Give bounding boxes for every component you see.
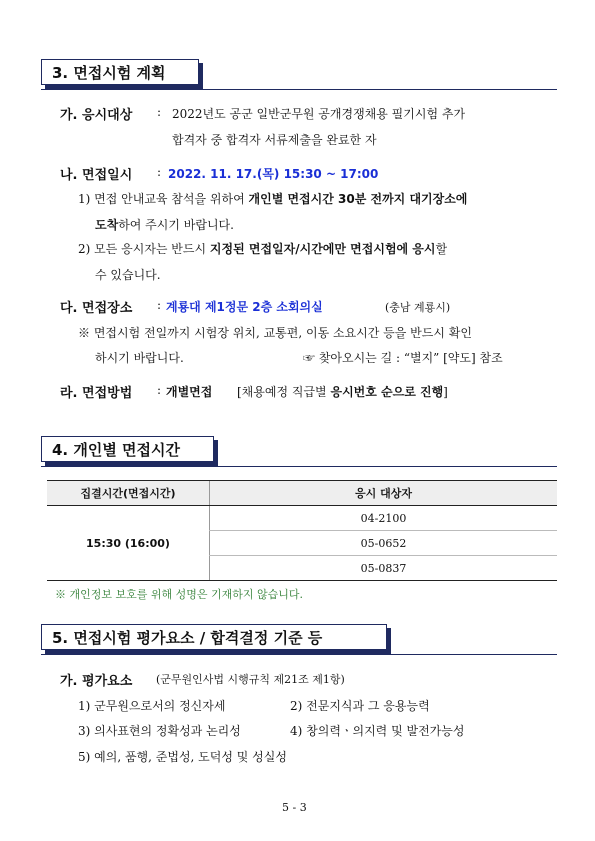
table-header-candidates: 응시 대상자 [210,481,558,506]
da-value: 계룡대 제1정문 2층 소회의실 [166,300,323,314]
ra-bracket-pre: [채용예정 직급별 [237,385,327,399]
eval-item-4: 4) 창의력ㆍ의지력 및 발전가능성 [290,724,465,738]
table-header-time: 집결시간(면접시간) [47,481,210,506]
table-cell-time: 15:30 (16:00) [47,506,210,581]
na-item1-bold2: 도착 [95,218,119,232]
na-item2-line1 [78,240,447,257]
section-4-rule [41,466,557,467]
schedule-table [47,480,557,581]
na-item2-bold: 지정된 면접일자/시간에만 면접시험에 응시 [209,242,436,256]
page-number: 5 - 3 [282,801,307,814]
section-5-rule [41,654,557,655]
ra-bracket-bold: 응시번호 순으로 진행 [330,385,444,399]
da-remark-line2: 하시기 바랍니다. [95,351,184,365]
ra-sep: : [157,383,162,397]
ga-sep: : [157,105,162,119]
da-remark-ref: ☞ 찾아오시는 길 : “별지” [약도] 참조 [303,351,503,365]
na-item1-line2 [95,216,234,233]
eval-item-5: 5) 예의, 품행, 준법성, 도덕성 및 성실성 [78,750,287,764]
eval-note: (군무원인사법 시행규칙 제21조 제1항) [156,673,345,686]
eval-item-1: 1) 군무원으로서의 정신자세 [78,699,226,713]
ra-bracket [237,383,448,400]
da-label: 다. 면접장소 [60,301,133,316]
eval-item-3: 3) 의사표현의 정확성과 논리성 [78,724,241,738]
na-item2-post: 할 [435,242,448,256]
section-5-title: 5. 면접시험 평가요소 / 합격결정 기준 등 [41,624,387,650]
table-cell-candidate: 05-0652 [210,531,558,556]
ra-label: 라. 면접방법 [60,386,133,401]
ra-bracket-post: ] [443,385,448,399]
ga-label: 가. 응시대상 [60,108,133,123]
na-item1-line1 [78,190,467,207]
na-item2-pre: 2) 모든 응시자는 반드시 [78,242,207,256]
da-remark-line1: ※ 면접시험 전일까지 시험장 위치, 교통편, 이동 소요시간 등을 반드시 확인 [78,326,472,340]
section-3-title: 3. 면접시험 계획 [41,59,199,85]
eval-item-2: 2) 전문지식과 그 응용능력 [290,699,430,713]
da-note: (충남 계룡시) [385,301,451,314]
na-item2-line2: 수 있습니다. [95,268,161,282]
na-value: 2022. 11. 17.(목) 15:30 ~ 17:00 [168,167,379,181]
eval-label: 가. 평가요소 [60,674,133,689]
na-item1-bold: 개인별 면접시간 30분 전까지 대기장소에 [248,192,468,206]
table-cell-candidate: 05-0837 [210,556,558,581]
da-sep: : [157,298,162,312]
ga-line2: 합격자 중 합격자 서류제출을 완료한 자 [172,133,377,147]
ga-line1: 2022년도 공군 일반군무원 공개경쟁채용 필기시험 추가 [172,107,466,121]
table-header-row [47,481,557,506]
table-cell-candidate: 04-2100 [210,506,558,531]
na-item1-post: 하여 주시기 바랍니다. [118,218,234,232]
section-3-rule [41,89,557,90]
ra-value: 개별면접 [166,385,213,399]
section-4-title: 4. 개인별 면접시간 [41,436,214,462]
privacy-note: ※ 개인정보 보호를 위해 성명은 기재하지 않습니다. [55,588,303,601]
na-sep: : [157,165,162,179]
na-item1-pre: 1) 면접 안내교육 참석을 위하여 [78,192,245,206]
table-row [47,506,557,531]
na-label: 나. 면접일시 [60,168,133,183]
